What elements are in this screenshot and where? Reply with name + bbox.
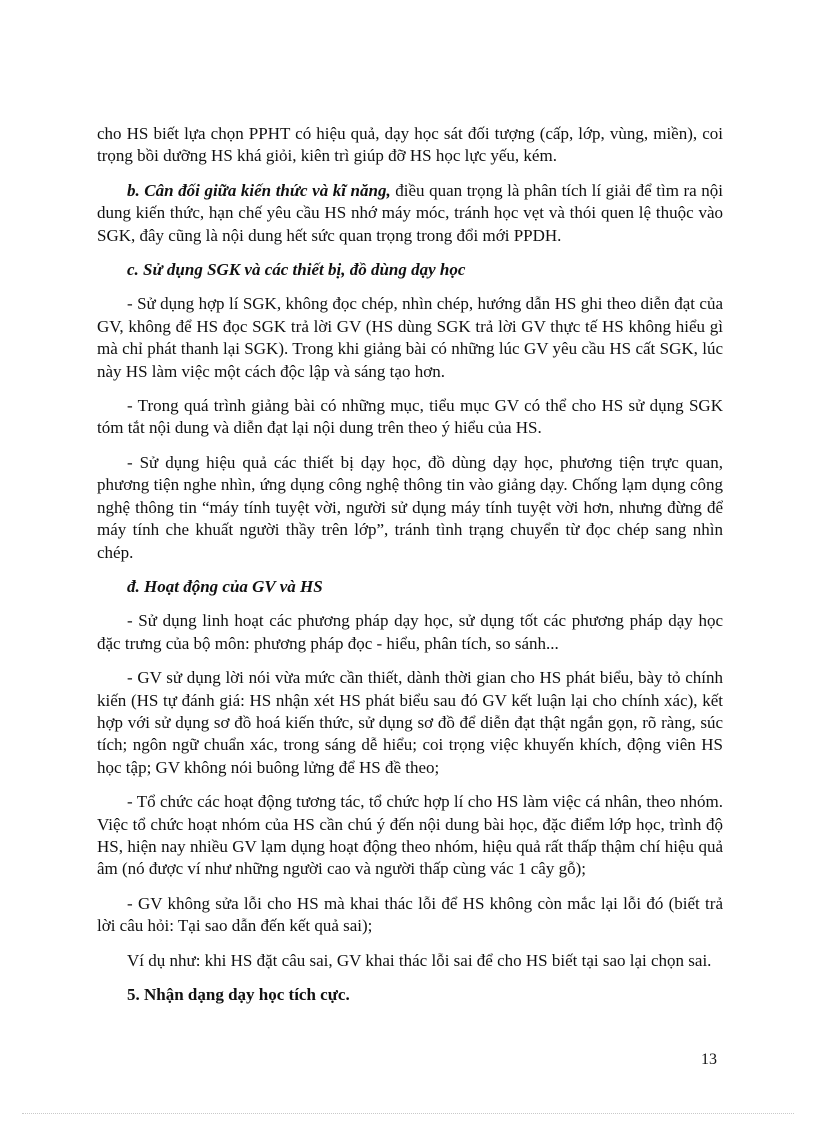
paragraph-sgk-use: - Sử dụng hợp lí SGK, không đọc chép, nhìn chép, hướng dẫn HS ghi theo diễn đạt của GV, không để HS đọc SGK trả lời GV (HS dùng SGK trả lời GV thực tế HS không hiểu gì mà chỉ phát thanh lại SGK). Trong khi giảng bài có những lúc GV yêu cầu HS cất SGK, lúc này HS làm việc một cách độc lập và sáng tạo hơn.	[97, 294, 723, 381]
section-d-heading: đ. Hoạt động của GV và HS	[127, 576, 323, 596]
section-b-heading: b. Cân đối giữa kiến thức và kĩ năng,	[127, 180, 391, 200]
page-bottom-divider	[22, 1113, 794, 1114]
section-b-text: điều quan trọng là phân tích lí giải để tìm ra nội dung kiến thức, hạn chế yêu cầu HS nhớ máy móc, tránh học vẹt và thói quen lệ thuộc vào SGK, đây cũng là nội dung hết sức quan trọng trong đổi mới PPDH.	[97, 180, 723, 245]
paragraph-methods: - Sử dụng linh hoạt các phương pháp dạy học, sử dụng tốt các phương pháp dạy học đặc trưng của bộ môn: phương pháp đọc - hiểu, phân tích, so sánh...	[97, 611, 723, 653]
paragraph-group-work: - Tổ chức các hoạt động tương tác, tổ chức hợp lí cho HS làm việc cá nhân, theo nhóm. Việc tổ chức hoạt nhóm của HS cần chú ý đến nội dung bài học, đặc điểm lớp học, trình độ HS, hiện nay nhiều GV lạm dụng hoạt động theo nhóm, hiệu quả rất thấp thậm chí hiệu quả âm (nó được ví như những người cao và người thấp cùng vác 1 cây gỗ);	[97, 792, 723, 879]
page-number: 13	[701, 1051, 717, 1068]
paragraph-sgk-summary: - Trong quá trình giảng bài có những mục, tiểu mục GV có thể cho HS sử dụng SGK tóm tắt nội dung và diễn đạt lại nội dung trên theo ý hiểu của HS.	[97, 396, 723, 438]
paragraph-example: Ví dụ như: khi HS đặt câu sai, GV khai thác lỗi sai để cho HS biết tại sao lại chọn sai.	[127, 950, 712, 970]
paragraph-errors: - GV không sửa lỗi cho HS mà khai thác lỗi để HS không còn mắc lại lỗi đó (biết trả lời câu hỏi: Tại sao dẫn đến kết quả sai);	[97, 893, 723, 936]
section-c-heading: c. Sử dụng SGK và các thiết bị, đồ dùng dạy học	[127, 260, 466, 280]
paragraph-section-b	[97, 180, 723, 247]
paragraph-equipment: - Sử dụng hiệu quả các thiết bị dạy học, đồ dùng dạy học, phương tiện trực quan, phương tiện nghe nhìn, ứng dụng công nghệ thông tin vào giảng dạy. Chống lạm dụng công nghệ thông tin “máy tính tuyệt vời, người sử dụng máy tính tuyệt vời hơn, nhưng đừng để máy tính che khuất người thầy trên lớp”, tránh tình trạng chuyển từ đọc chép sang nhìn chép.	[97, 452, 723, 562]
paragraph-ppht: cho HS biết lựa chọn PPHT có hiệu quả, dạy học sát đối tượng (cấp, lớp, vùng, miền), coi trọng bồi dưỡng HS khá giỏi, kiên trì giúp đỡ HS học lực yếu, kém.	[97, 124, 723, 166]
paragraph-teacher-speech: - GV sử dụng lời nói vừa mức cần thiết, dành thời gian cho HS phát biểu, bày tỏ chính kiến (HS tự đánh giá: HS nhận xét HS phát biểu sau đó GV kết luận lại cho chính xác), kết hợp với sử dụng sơ đồ hoá kiến thức, sử dụng sơ đồ để diễn đạt thật ngắn gọn, rõ ràng, súc tích; ngôn ngữ chuẩn xác, trong sáng dễ hiểu; coi trọng việc khuyến khích, động viên HS học tập; GV không nói buông lửng để HS đề theo;	[97, 668, 723, 777]
section-5-heading: 5. Nhận dạng dạy học tích cực.	[127, 985, 350, 1004]
document-body	[97, 123, 723, 1018]
